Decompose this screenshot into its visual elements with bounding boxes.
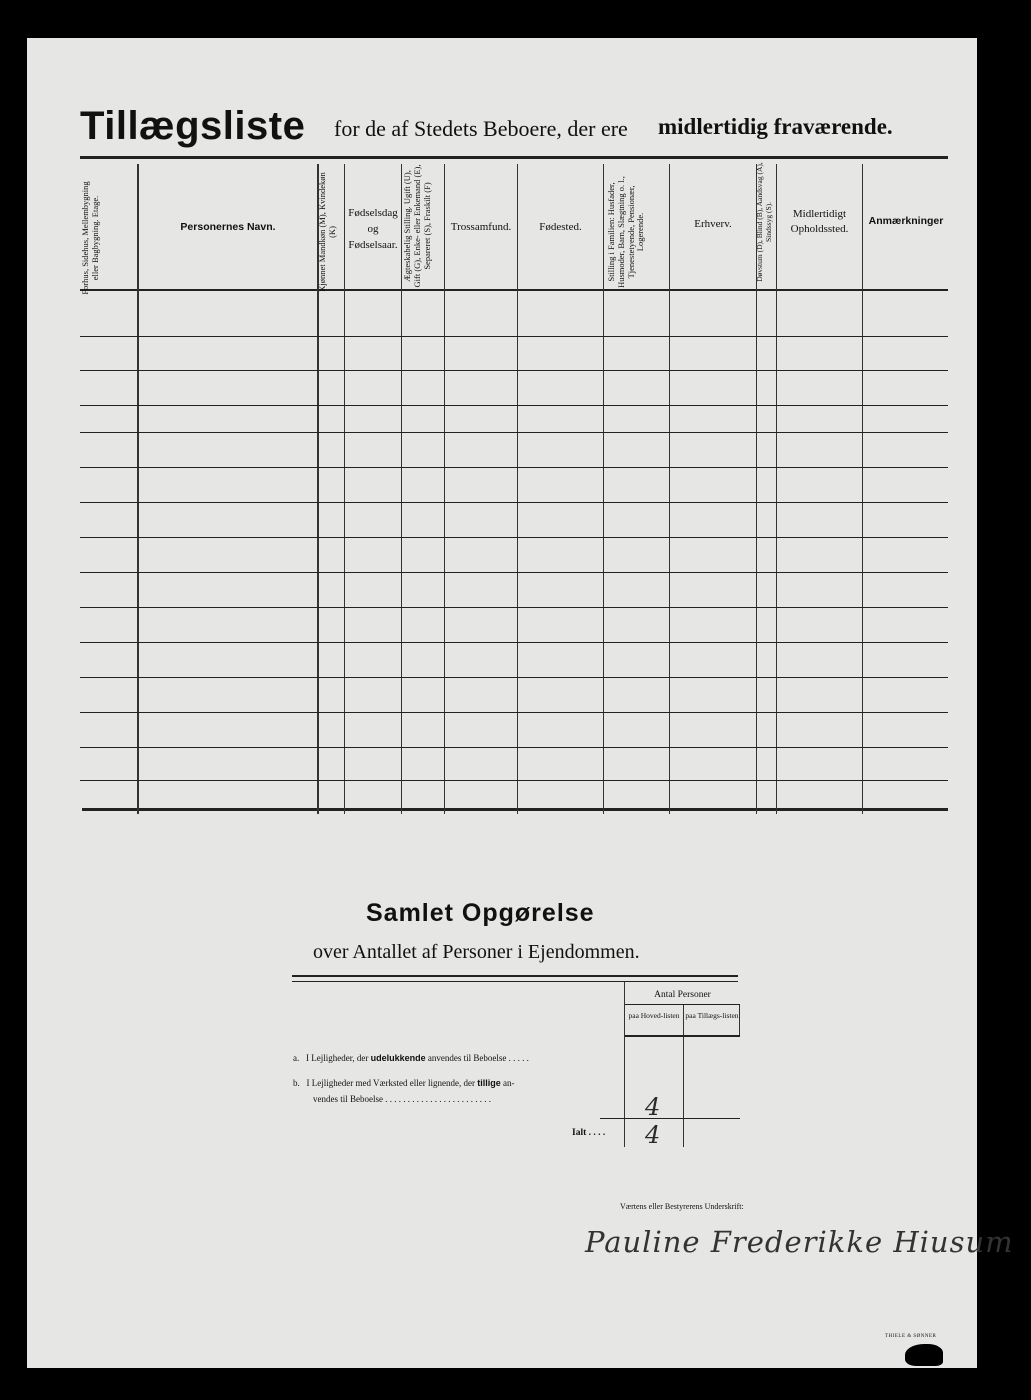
form-title-middle: for de af Stedets Beboere, der ere xyxy=(334,116,628,141)
row-b-text: I Lejligheder med Værksted eller lignende, der xyxy=(306,1078,476,1088)
col-divider xyxy=(669,164,670,814)
row-b-letter: b. xyxy=(293,1078,300,1088)
col-divider xyxy=(444,164,445,814)
antal-personer-header: Antal Personer xyxy=(654,990,711,1000)
row-line xyxy=(80,572,948,573)
row-b-text-end: an- xyxy=(503,1078,515,1088)
row-line xyxy=(80,747,948,748)
ink-blot xyxy=(905,1344,943,1366)
row-line xyxy=(80,336,948,337)
header-etage: Forhus, Sidehus, Mellembygning eller Bagbygning. Etage. xyxy=(80,181,100,295)
row-line xyxy=(80,502,948,503)
form-title: Tillægsliste xyxy=(80,104,306,148)
col-divider xyxy=(344,164,345,814)
header-erhverv: Erhverv. xyxy=(694,218,732,230)
row-a xyxy=(293,1053,529,1063)
row-line xyxy=(80,467,948,468)
header-midlertidigt-1: Midlertidigt xyxy=(792,208,847,220)
col-divider xyxy=(137,164,139,814)
signature-handwriting: Pauline Frederikke Hiusum xyxy=(585,1225,1014,1259)
summary-top-rule-2 xyxy=(292,981,738,982)
row-line xyxy=(80,642,948,643)
summary-col-divider xyxy=(683,1005,684,1147)
table-top-rule xyxy=(80,156,948,159)
header-tros: Trossamfund. xyxy=(450,221,512,233)
summary-col-divider xyxy=(739,1005,740,1037)
header-fodsel-2: og xyxy=(367,223,379,235)
row-line xyxy=(80,677,948,678)
table-bottom-rule xyxy=(82,808,948,811)
col-divider xyxy=(862,164,863,814)
row-b-value: 4 xyxy=(645,1093,661,1121)
row-line xyxy=(80,405,948,406)
form-title-end: midlertidig fraværende. xyxy=(658,114,893,139)
census-form-page xyxy=(27,38,977,1368)
header-fodsel-1: Fødselsdag xyxy=(348,207,398,219)
col-divider xyxy=(603,164,604,814)
row-a-text-end: anvendes til Beboelse . . . . . xyxy=(427,1053,529,1063)
header-bottom-rule xyxy=(80,289,948,291)
row-b-bold: tillige xyxy=(477,1078,501,1088)
ialt-label: Ialt . . . . xyxy=(572,1128,606,1138)
row-b xyxy=(293,1078,515,1088)
summary-header-rule xyxy=(625,1004,740,1005)
row-a-letter: a. xyxy=(293,1053,300,1063)
header-anm: Anmærkninger xyxy=(868,215,944,227)
header-fodested: Fødested. xyxy=(539,221,582,233)
header-stilling: Stilling i Familien: Husfader, Husmoder, Barn, Slægtning o. l., Tjenestetyende, Pensionær, Logerende. xyxy=(606,176,646,288)
printer-mark: THIELE & SØNNER xyxy=(885,1334,937,1339)
row-a-text: I Lejligheder, der xyxy=(306,1053,369,1063)
header-kjon: Kjønnet Mandkøn (M), Kvindekøn (K) xyxy=(317,172,337,292)
summary-header-rule-2 xyxy=(625,1035,740,1037)
header-midlertidigt-2: Opholdssted. xyxy=(790,223,849,235)
row-line xyxy=(80,432,948,433)
header-navn: Personernes Navn. xyxy=(180,221,276,233)
col-divider xyxy=(776,164,777,814)
row-line xyxy=(80,370,948,371)
row-line xyxy=(80,712,948,713)
row-line xyxy=(80,607,948,608)
col-divider xyxy=(517,164,518,814)
col-tillaegslisten: paa Tillægs-listen xyxy=(685,1011,739,1020)
summary-subtitle: over Antallet af Personer i Ejendommen. xyxy=(313,941,640,963)
col-hovedlisten: paa Hoved-listen xyxy=(628,1011,680,1020)
summary-title: Samlet Opgørelse xyxy=(366,899,595,927)
header-aegteskab: Ægteskabelig Stilling. Ugift (U), Gift (G), Enke- eller Enkemand (E), Separeret (S), Fraskilt (F) xyxy=(402,164,432,288)
summary-col-divider xyxy=(624,982,625,1147)
row-line xyxy=(80,537,948,538)
header-dovstum: Døvstum (D), Blind (B), Aandsvag (A), Sindssyg (S). xyxy=(755,162,773,282)
row-line xyxy=(80,780,948,781)
signature-label: Værtens eller Bestyrerens Underskrift: xyxy=(620,1202,744,1211)
row-a-bold: udelukkende xyxy=(370,1053,426,1063)
header-fodsel-3: Fødselsaar. xyxy=(348,239,398,251)
summary-total-rule xyxy=(600,1118,740,1119)
summary-top-rule xyxy=(292,975,738,977)
row-b-line2: vendes til Beboelse . . . . . . . . . . . . . . . . . . . . . . . . xyxy=(313,1094,491,1104)
ialt-value: 4 xyxy=(645,1121,661,1149)
